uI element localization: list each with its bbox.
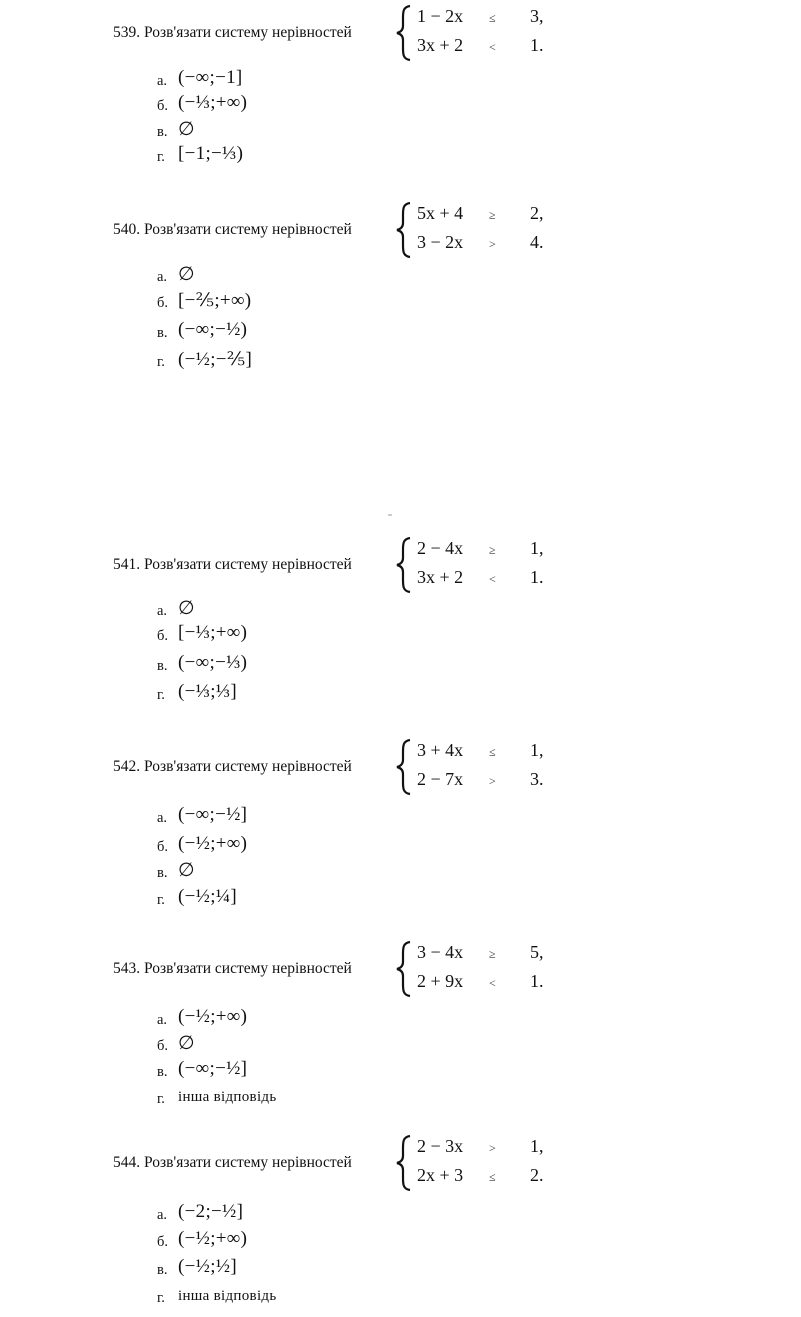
- option-letter: в.: [157, 1064, 168, 1080]
- option-letter: б.: [157, 1234, 169, 1250]
- option-letter: а.: [157, 810, 168, 826]
- problem-label: 540. Розв'язати систему нерівностей: [113, 221, 352, 238]
- system-brace: [394, 940, 414, 998]
- inequality-rhs: 4.: [530, 232, 544, 252]
- option-value: ∅: [178, 1033, 195, 1054]
- problem-block: [0, 4, 801, 74]
- option-value: [−1;−⅓): [178, 143, 244, 164]
- problem-block: [0, 940, 801, 1010]
- option-letter: б.: [157, 839, 169, 855]
- inequality-row: [417, 567, 577, 595]
- inequality-lhs: 2 + 9x: [417, 971, 464, 991]
- inequality-row: [417, 35, 577, 63]
- inequality-lhs: 5x + 4: [417, 203, 464, 223]
- scan-artifact: [388, 514, 392, 516]
- option-value: (−½;−⅖]: [178, 349, 253, 370]
- option-letter: б.: [157, 1038, 169, 1054]
- option-letter: в.: [157, 124, 168, 140]
- inequality-row: [417, 232, 577, 260]
- inequality-rhs: 1.: [530, 35, 544, 55]
- option-letter: а.: [157, 1207, 168, 1223]
- option-letter: в.: [157, 658, 168, 674]
- system-brace: [394, 4, 414, 62]
- option-letter: б.: [157, 98, 169, 114]
- system-brace: [394, 738, 414, 796]
- option-letter: а.: [157, 73, 168, 89]
- inequality-lhs: 2 − 4x: [417, 538, 464, 558]
- inequality-operator: ≥: [489, 543, 496, 557]
- inequality-row: [417, 203, 577, 231]
- inequality-rhs: 1,: [530, 1136, 544, 1156]
- problem-block: [0, 536, 801, 606]
- option-value: (−½;½]: [178, 1256, 237, 1277]
- option-value: (−∞;−½]: [178, 1058, 248, 1079]
- inequality-operator: ≤: [489, 745, 496, 759]
- inequality-row: [417, 769, 577, 797]
- inequality-operator: <: [489, 40, 496, 54]
- system-brace: [394, 1134, 414, 1192]
- option-letter: б.: [157, 628, 169, 644]
- inequality-operator: ≤: [489, 11, 496, 25]
- option-value: (−2;−½]: [178, 1201, 244, 1222]
- problem-label: 542. Розв'язати систему нерівностей: [113, 758, 352, 775]
- inequality-rhs: 1.: [530, 567, 544, 587]
- problem-label: 544. Розв'язати систему нерівностей: [113, 1154, 352, 1171]
- inequality-lhs: 1 − 2x: [417, 6, 464, 26]
- inequality-lhs: 3x + 2: [417, 35, 464, 55]
- inequality-rhs: 3,: [530, 6, 544, 26]
- option-letter: г.: [157, 354, 165, 370]
- option-value: (−½;+∞): [178, 833, 248, 854]
- option-letter: в.: [157, 865, 168, 881]
- inequality-rhs: 1.: [530, 971, 544, 991]
- option-letter: а.: [157, 603, 168, 619]
- option-letter: а.: [157, 1012, 168, 1028]
- option-value: (−∞;−½]: [178, 804, 248, 825]
- option-value: [−⅓;+∞): [178, 622, 248, 643]
- inequality-lhs: 3 − 4x: [417, 942, 464, 962]
- option-value: (−∞;−½): [178, 319, 248, 340]
- option-value: ∅: [178, 598, 195, 619]
- system-brace: [394, 536, 414, 594]
- problem-label: 539. Розв'язати систему нерівностей: [113, 24, 352, 41]
- option-value: інша відповідь: [178, 1089, 277, 1105]
- option-letter: б.: [157, 295, 169, 311]
- inequality-operator: <: [489, 572, 496, 586]
- option-letter: г.: [157, 1091, 165, 1107]
- inequality-rhs: 5,: [530, 942, 544, 962]
- problem-block: [0, 738, 801, 808]
- inequality-row: [417, 942, 577, 970]
- option-value: (−∞;−1]: [178, 67, 243, 88]
- option-value: ∅: [178, 119, 195, 140]
- problem-block: [0, 1134, 801, 1204]
- option-letter: а.: [157, 269, 168, 285]
- option-value: (−⅓;+∞): [178, 92, 248, 113]
- problem-label: 543. Розв'язати систему нерівностей: [113, 960, 352, 977]
- option-value: (−½;¼]: [178, 886, 237, 907]
- inequality-lhs: 3x + 2: [417, 567, 464, 587]
- option-value: (−∞;−⅓): [178, 652, 248, 673]
- option-letter: г.: [157, 687, 165, 703]
- option-value: інша відповідь: [178, 1288, 277, 1304]
- inequality-operator: >: [489, 237, 496, 251]
- option-letter: в.: [157, 325, 168, 341]
- problem-block: [0, 201, 801, 271]
- inequality-operator: >: [489, 1141, 496, 1155]
- inequality-row: [417, 1165, 577, 1193]
- option-value: ∅: [178, 860, 195, 881]
- inequality-lhs: 3 + 4x: [417, 740, 464, 760]
- inequality-rhs: 1,: [530, 538, 544, 558]
- option-value: ∅: [178, 264, 195, 285]
- inequality-lhs: 2 − 3x: [417, 1136, 464, 1156]
- option-letter: в.: [157, 1262, 168, 1278]
- inequality-rhs: 2.: [530, 1165, 544, 1185]
- inequality-operator: ≤: [489, 1170, 496, 1184]
- inequality-rhs: 1,: [530, 740, 544, 760]
- inequality-lhs: 2x + 3: [417, 1165, 464, 1185]
- inequality-operator: <: [489, 976, 496, 990]
- option-value: (−½;+∞): [178, 1228, 248, 1249]
- inequality-operator: >: [489, 774, 496, 788]
- inequality-lhs: 2 − 7x: [417, 769, 464, 789]
- option-letter: г.: [157, 149, 165, 165]
- inequality-row: [417, 6, 577, 34]
- system-brace: [394, 201, 414, 259]
- inequality-row: [417, 971, 577, 999]
- inequality-rhs: 3.: [530, 769, 544, 789]
- inequality-row: [417, 740, 577, 768]
- inequality-rhs: 2,: [530, 203, 544, 223]
- option-letter: г.: [157, 1290, 165, 1306]
- option-value: [−⅖;+∞): [178, 290, 252, 311]
- option-letter: г.: [157, 892, 165, 908]
- inequality-row: [417, 538, 577, 566]
- inequality-operator: ≥: [489, 947, 496, 961]
- problem-label: 541. Розв'язати систему нерівностей: [113, 556, 352, 573]
- inequality-lhs: 3 − 2x: [417, 232, 464, 252]
- inequality-operator: ≥: [489, 208, 496, 222]
- inequality-row: [417, 1136, 577, 1164]
- option-value: (−½;+∞): [178, 1006, 248, 1027]
- option-value: (−⅓;⅓]: [178, 681, 237, 702]
